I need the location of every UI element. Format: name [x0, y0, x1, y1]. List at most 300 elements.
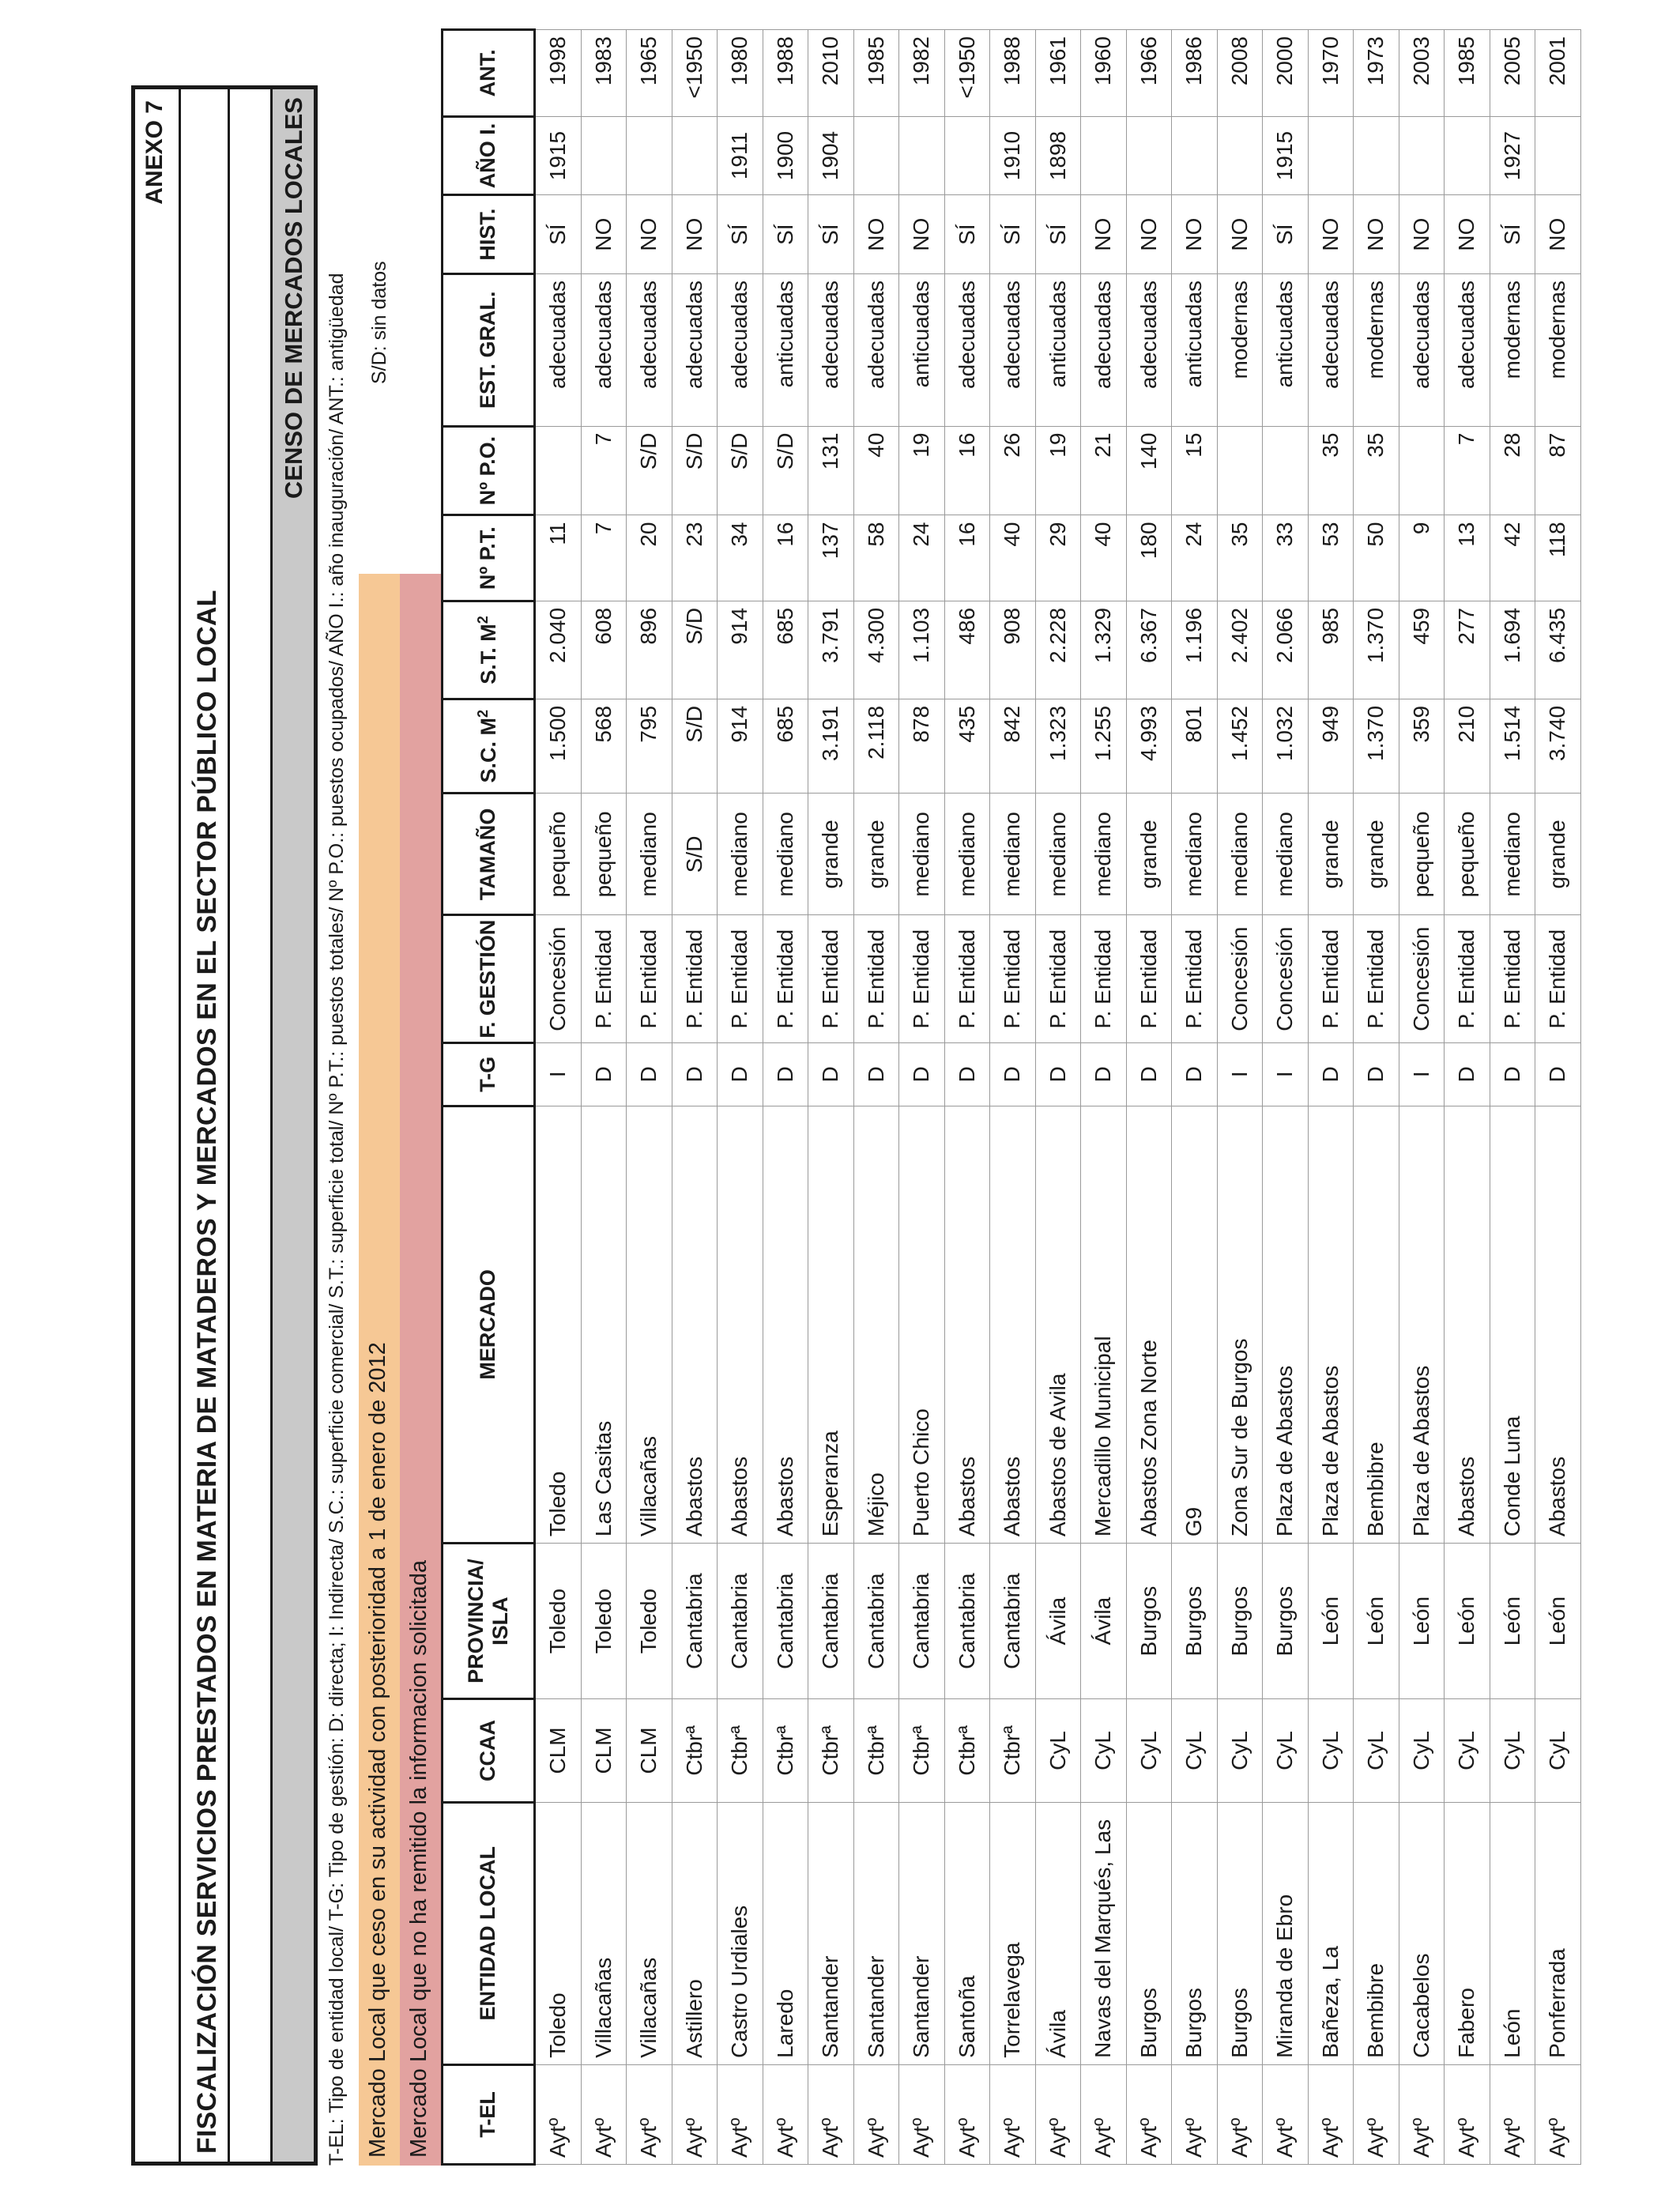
sd-note: S/D: sin datos: [368, 261, 390, 384]
cell-tg: D: [1126, 1042, 1172, 1106]
cell-sc: 1.452: [1217, 699, 1263, 794]
cell-sc: 2.118: [853, 699, 899, 794]
cell-entity: Navas del Marqués, Las: [1081, 1802, 1127, 2064]
cell-size: pequeño: [1399, 794, 1445, 915]
cell-age: 1980: [718, 30, 763, 117]
cell-age: 1966: [1126, 30, 1172, 117]
table-row: [1217, 30, 1263, 2165]
cell-tel: Aytº: [763, 2064, 808, 2164]
cell-hist: SÍ: [1263, 195, 1309, 274]
cell-entity: Bañeza, La: [1308, 1802, 1354, 2064]
cell-sc: 914: [718, 699, 763, 794]
cell-tel: Aytº: [944, 2064, 990, 2164]
col-header-age: ANT.: [443, 30, 535, 117]
cell-hist: SÍ: [990, 195, 1036, 274]
cell-pt: 23: [672, 515, 718, 601]
cell-province: León: [1354, 1544, 1399, 1699]
cell-age: 1985: [853, 30, 899, 117]
table-row: [581, 30, 627, 2165]
col-header-st: S.T. $M^2$: [443, 601, 535, 699]
abbreviation-legend: T-EL: Tipo de entidad local/ T-G: Tipo de gestión: D: directa; I: Indirecta/ S.C.: superficie comercial/ S.T.: superficie total/ Nº P.T.: puestos totales/ Nº P.O.: puestos ocupados/ AÑO I.: año inauguración/ ANT.: antigüedad: [326, 273, 348, 2166]
cell-pt: 9: [1399, 515, 1445, 601]
cell-ccaa: CLM: [581, 1699, 627, 1803]
blank-row: [230, 89, 273, 2162]
table-row: [1490, 30, 1535, 2165]
cell-year: [581, 116, 627, 195]
cell-st: 914: [718, 601, 763, 699]
cell-year: [853, 116, 899, 195]
cell-management: P. Entidad: [1535, 915, 1581, 1043]
cell-sc: 949: [1308, 699, 1354, 794]
cell-hist: NO: [1445, 195, 1490, 274]
no-info-market-legend: Mercado Local que no ha remitido la informacion solicitada: [400, 574, 441, 2166]
cell-entity: Villacañas: [581, 1802, 627, 2064]
cell-entity: Bembibre: [1354, 1802, 1399, 2064]
cell-ccaa: CyL: [1535, 1699, 1581, 1803]
cell-year: 1904: [808, 116, 854, 195]
col-header-size: TAMAÑO: [443, 794, 535, 915]
cell-sc: 3.191: [808, 699, 854, 794]
cell-entity: Castro Urdiales: [718, 1802, 763, 2064]
cell-ccaa: CyL: [1308, 1699, 1354, 1803]
cell-ccaa: CyL: [1354, 1699, 1399, 1803]
ceased-market-legend: Mercado Local que ceso en su actividad con posterioridad a 1 de enero de 2012: [359, 574, 400, 2166]
cell-st: 6.435: [1535, 601, 1581, 699]
cell-tg: D: [1308, 1042, 1354, 1106]
cell-sc: 4.993: [1126, 699, 1172, 794]
cell-tel: Aytº: [853, 2064, 899, 2164]
cell-age: 1973: [1354, 30, 1399, 117]
table-body: [535, 30, 1581, 2165]
cell-ccaa: Ctbrª: [944, 1699, 990, 1803]
cell-age: 1961: [1035, 30, 1081, 117]
cell-po: 21: [1081, 426, 1127, 515]
cell-hist: NO: [853, 195, 899, 274]
cell-st: 896: [627, 601, 672, 699]
cell-age: 1988: [990, 30, 1036, 117]
cell-entity: Laredo: [763, 1802, 808, 2064]
cell-market: Plaza de Abastos: [1308, 1106, 1354, 1543]
cell-hist: NO: [627, 195, 672, 274]
cell-tg: D: [1445, 1042, 1490, 1106]
cell-po: 7: [1445, 426, 1490, 515]
cell-age: 2010: [808, 30, 854, 117]
table-row: [763, 30, 808, 2165]
cell-tg: D: [1172, 1042, 1218, 1106]
table-row: [808, 30, 854, 2165]
cell-market: Las Casitas: [581, 1106, 627, 1543]
cell-st: 608: [581, 601, 627, 699]
cell-po: 28: [1490, 426, 1535, 515]
cell-size: grande: [808, 794, 854, 915]
cell-size: pequeño: [581, 794, 627, 915]
cell-ccaa: Ctbrª: [763, 1699, 808, 1803]
table-row: [1035, 30, 1081, 2165]
cell-age: 2005: [1490, 30, 1535, 117]
cell-po: [1263, 426, 1309, 515]
cell-province: León: [1535, 1544, 1581, 1699]
cell-province: Ávila: [1081, 1544, 1127, 1699]
cell-hist: SÍ: [1490, 195, 1535, 274]
cell-hist: NO: [1217, 195, 1263, 274]
cell-management: P. Entidad: [1445, 915, 1490, 1043]
cell-market: Puerto Chico: [899, 1106, 945, 1543]
cell-entity: Burgos: [1126, 1802, 1172, 2064]
cell-hist: NO: [1172, 195, 1218, 274]
cell-year: [1081, 116, 1127, 195]
cell-ccaa: CyL: [1081, 1699, 1127, 1803]
cell-po: 26: [990, 426, 1036, 515]
cell-entity: Astillero: [672, 1802, 718, 2064]
cell-ccaa: CLM: [535, 1699, 582, 1803]
cell-sc: 1.370: [1354, 699, 1399, 794]
cell-province: León: [1445, 1544, 1490, 1699]
cell-sc: 1.514: [1490, 699, 1535, 794]
table-row: [1263, 30, 1309, 2165]
cell-year: 1911: [718, 116, 763, 195]
cell-sc: S/D: [672, 699, 718, 794]
cell-sc: 795: [627, 699, 672, 794]
cell-ccaa: Ctbrª: [672, 1699, 718, 1803]
cell-tg: D: [1490, 1042, 1535, 1106]
cell-management: P. Entidad: [718, 915, 763, 1043]
cell-st: 459: [1399, 601, 1445, 699]
cell-province: Burgos: [1172, 1544, 1218, 1699]
cell-st: 277: [1445, 601, 1490, 699]
cell-tel: Aytº: [1535, 2064, 1581, 2164]
cell-pt: 40: [1081, 515, 1127, 601]
cell-tel: Aytº: [627, 2064, 672, 2164]
cell-ccaa: CLM: [627, 1699, 672, 1803]
cell-province: Ávila: [1035, 1544, 1081, 1699]
cell-po: 131: [808, 426, 854, 515]
cell-sc: 1.323: [1035, 699, 1081, 794]
cell-year: [1399, 116, 1445, 195]
cell-state: modernas: [1354, 273, 1399, 426]
cell-province: León: [1490, 1544, 1535, 1699]
cell-tel: Aytº: [535, 2064, 582, 2164]
cell-tg: D: [1535, 1042, 1581, 1106]
cell-st: 1.329: [1081, 601, 1127, 699]
cell-age: 1982: [899, 30, 945, 117]
cell-st: 1.103: [899, 601, 945, 699]
cell-management: P. Entidad: [581, 915, 627, 1043]
cell-province: León: [1399, 1544, 1445, 1699]
cell-state: anticuadas: [1263, 273, 1309, 426]
cell-year: 1915: [1263, 116, 1309, 195]
cell-hist: SÍ: [808, 195, 854, 274]
cell-tel: Aytº: [1263, 2064, 1309, 2164]
cell-sc: 435: [944, 699, 990, 794]
cell-po: 40: [853, 426, 899, 515]
cell-sc: 801: [1172, 699, 1218, 794]
cell-pt: 16: [763, 515, 808, 601]
cell-pt: 58: [853, 515, 899, 601]
cell-province: Burgos: [1217, 1544, 1263, 1699]
cell-hist: SÍ: [763, 195, 808, 274]
cell-province: Cantabria: [899, 1544, 945, 1699]
cell-ccaa: CyL: [1217, 1699, 1263, 1803]
cell-po: 16: [944, 426, 990, 515]
cell-size: mediano: [990, 794, 1036, 915]
cell-age: 1985: [1445, 30, 1490, 117]
cell-province: Burgos: [1263, 1544, 1309, 1699]
cell-tg: D: [763, 1042, 808, 1106]
table-row: [1354, 30, 1399, 2165]
cell-size: mediano: [944, 794, 990, 915]
cell-ccaa: Ctbrª: [808, 1699, 854, 1803]
cell-market: Méjico: [853, 1106, 899, 1543]
cell-management: P. Entidad: [627, 915, 672, 1043]
cell-age: 1983: [581, 30, 627, 117]
cell-tg: D: [581, 1042, 627, 1106]
cell-entity: Villacañas: [627, 1802, 672, 2064]
cell-st: 985: [1308, 601, 1354, 699]
cell-ccaa: Ctbrª: [899, 1699, 945, 1803]
cell-state: anticuadas: [1172, 273, 1218, 426]
cell-tg: D: [990, 1042, 1036, 1106]
cell-tel: Aytº: [1081, 2064, 1127, 2164]
cell-entity: Santander: [853, 1802, 899, 2064]
cell-sc: 359: [1399, 699, 1445, 794]
cell-hist: SÍ: [535, 195, 582, 274]
cell-pt: 180: [1126, 515, 1172, 601]
col-header-province: PROVINCIA/ ISLA: [443, 1544, 535, 1699]
cell-age: 1965: [627, 30, 672, 117]
cell-province: Toledo: [581, 1544, 627, 1699]
cell-year: [1217, 116, 1263, 195]
cell-tel: Aytº: [1035, 2064, 1081, 2164]
cell-market: Abastos: [672, 1106, 718, 1543]
report-title: FISCALIZACIÓN SERVICIOS PRESTADOS EN MATERIA DE MATADEROS Y MERCADOS EN EL SECTOR PÚBLICO LOCAL: [192, 590, 222, 2154]
cell-hist: NO: [672, 195, 718, 274]
col-header-sc: S.C. $M^2$: [443, 699, 535, 794]
cell-market: Abastos: [718, 1106, 763, 1543]
cell-tel: Aytº: [990, 2064, 1036, 2164]
cell-year: 1900: [763, 116, 808, 195]
cell-province: Cantabria: [718, 1544, 763, 1699]
col-header-state: EST. GRAL.: [443, 273, 535, 426]
cell-size: grande: [1308, 794, 1354, 915]
cell-pt: 16: [944, 515, 990, 601]
cell-size: pequeño: [1445, 794, 1490, 915]
cell-state: anticuadas: [763, 273, 808, 426]
cell-po: 19: [899, 426, 945, 515]
cell-year: [944, 116, 990, 195]
cell-sc: 210: [1445, 699, 1490, 794]
cell-ccaa: Ctbrª: [718, 1699, 763, 1803]
col-header-tg: T-G: [443, 1042, 535, 1106]
cell-tg: D: [718, 1042, 763, 1106]
cell-province: Cantabria: [763, 1544, 808, 1699]
cell-management: Concesión: [1263, 915, 1309, 1043]
cell-age: 2003: [1399, 30, 1445, 117]
cell-entity: Torrelavega: [990, 1802, 1036, 2064]
cell-management: P. Entidad: [1490, 915, 1535, 1043]
cell-size: pequeño: [535, 794, 582, 915]
cell-tg: D: [808, 1042, 854, 1106]
cell-province: Toledo: [627, 1544, 672, 1699]
cell-tg: D: [1354, 1042, 1399, 1106]
cell-tel: Aytº: [1308, 2064, 1354, 2164]
cell-pt: 118: [1535, 515, 1581, 601]
cell-province: Cantabria: [672, 1544, 718, 1699]
cell-age: 2008: [1217, 30, 1263, 117]
col-header-po: Nº P.O.: [443, 426, 535, 515]
cell-market: Mercadillo Municipal: [1081, 1106, 1127, 1543]
cell-tg: D: [853, 1042, 899, 1106]
cell-management: Concesión: [1399, 915, 1445, 1043]
cell-state: adecuadas: [990, 273, 1036, 426]
cell-state: adecuadas: [581, 273, 627, 426]
cell-entity: Santander: [808, 1802, 854, 2064]
cell-pt: 20: [627, 515, 672, 601]
cell-pt: 50: [1354, 515, 1399, 601]
cell-tg: I: [1399, 1042, 1445, 1106]
cell-state: modernas: [1490, 273, 1535, 426]
table-row: [535, 30, 582, 2165]
cell-size: grande: [1126, 794, 1172, 915]
cell-tg: D: [672, 1042, 718, 1106]
cell-year: [1308, 116, 1354, 195]
cell-entity: Toledo: [535, 1802, 582, 2064]
cell-province: Cantabria: [808, 1544, 854, 1699]
cell-year: 1927: [1490, 116, 1535, 195]
cell-state: adecuadas: [853, 273, 899, 426]
cell-ccaa: CyL: [1035, 1699, 1081, 1803]
table-header-row: [443, 30, 535, 2165]
cell-age: 2001: [1535, 30, 1581, 117]
cell-state: adecuadas: [535, 273, 582, 426]
cell-tel: Aytº: [1217, 2064, 1263, 2164]
cell-state: adecuadas: [1445, 273, 1490, 426]
markets-table: [441, 28, 1581, 2166]
table-row: [1308, 30, 1354, 2165]
cell-market: Zona Sur de Burgos: [1217, 1106, 1263, 1543]
cell-management: P. Entidad: [853, 915, 899, 1043]
cell-tel: Aytº: [1445, 2064, 1490, 2164]
cell-state: adecuadas: [1399, 273, 1445, 426]
cell-size: mediano: [1081, 794, 1127, 915]
cell-market: Toledo: [535, 1106, 582, 1543]
cell-ccaa: CyL: [1445, 1699, 1490, 1803]
cell-tg: I: [1217, 1042, 1263, 1106]
cell-market: Abastos Zona Norte: [1126, 1106, 1172, 1543]
cell-hist: NO: [581, 195, 627, 274]
cell-market: Abastos: [944, 1106, 990, 1543]
cell-sc: 842: [990, 699, 1036, 794]
cell-st: 3.791: [808, 601, 854, 699]
cell-st: 6.367: [1126, 601, 1172, 699]
annex-row: [135, 89, 181, 2162]
cell-hist: NO: [1126, 195, 1172, 274]
cell-year: 1898: [1035, 116, 1081, 195]
cell-pt: 42: [1490, 515, 1535, 601]
cell-sc: 878: [899, 699, 945, 794]
cell-size: grande: [1535, 794, 1581, 915]
cell-entity: Santander: [899, 1802, 945, 2064]
cell-tg: D: [944, 1042, 990, 1106]
cell-market: Abastos de Avila: [1035, 1106, 1081, 1543]
cell-ccaa: CyL: [1172, 1699, 1218, 1803]
cell-state: adecuadas: [1308, 273, 1354, 426]
cell-year: [1172, 116, 1218, 195]
table-row: [1081, 30, 1127, 2165]
cell-pt: 40: [990, 515, 1036, 601]
cell-entity: Miranda de Ebro: [1263, 1802, 1309, 2064]
cell-management: Concesión: [535, 915, 582, 1043]
cell-pt: 35: [1217, 515, 1263, 601]
cell-management: P. Entidad: [1081, 915, 1127, 1043]
cell-hist: NO: [899, 195, 945, 274]
cell-po: S/D: [672, 426, 718, 515]
col-header-hist: HIST.: [443, 195, 535, 274]
col-header-market: MERCADO: [443, 1106, 535, 1543]
cell-tel: Aytº: [1399, 2064, 1445, 2164]
table-row: [944, 30, 990, 2165]
col-header-entity: ENTIDAD LOCAL: [443, 1802, 535, 2064]
cell-pt: 7: [581, 515, 627, 601]
cell-province: Cantabria: [853, 1544, 899, 1699]
cell-year: [1126, 116, 1172, 195]
col-header-year: AÑO I.: [443, 116, 535, 195]
col-header-pt: Nº P.T.: [443, 515, 535, 601]
cell-po: S/D: [718, 426, 763, 515]
cell-year: [627, 116, 672, 195]
cell-st: 1.370: [1354, 601, 1399, 699]
cell-market: Esperanza: [808, 1106, 854, 1543]
cell-st: 4.300: [853, 601, 899, 699]
cell-st: 1.196: [1172, 601, 1218, 699]
cell-pt: 24: [1172, 515, 1218, 601]
cell-size: mediano: [627, 794, 672, 915]
cell-state: anticuadas: [1035, 273, 1081, 426]
cell-year: 1915: [535, 116, 582, 195]
cell-age: 1988: [763, 30, 808, 117]
cell-entity: Fabero: [1445, 1802, 1490, 2064]
cell-sc: 1.500: [535, 699, 582, 794]
cell-sc: 1.255: [1081, 699, 1127, 794]
cell-market: Conde Luna: [1490, 1106, 1535, 1543]
cell-entity: Cacabelos: [1399, 1802, 1445, 2064]
cell-age: 1970: [1308, 30, 1354, 117]
cell-management: P. Entidad: [1354, 915, 1399, 1043]
census-bar: [273, 89, 314, 2162]
table-row: [672, 30, 718, 2165]
cell-management: P. Entidad: [899, 915, 945, 1043]
cell-state: modernas: [1535, 273, 1581, 426]
cell-tel: Aytº: [899, 2064, 945, 2164]
cell-tg: D: [1035, 1042, 1081, 1106]
cell-tel: Aytº: [1490, 2064, 1535, 2164]
col-header-tel: T-EL: [443, 2064, 535, 2164]
cell-province: Toledo: [535, 1544, 582, 1699]
cell-hist: NO: [1354, 195, 1399, 274]
cell-tg: D: [1081, 1042, 1127, 1106]
cell-province: Cantabria: [944, 1544, 990, 1699]
table-row: [1172, 30, 1218, 2165]
census-title: CENSO DE MERCADOS LOCALES: [280, 97, 307, 499]
cell-management: P. Entidad: [1126, 915, 1172, 1043]
cell-tel: Aytº: [581, 2064, 627, 2164]
annex-label: ANEXO 7: [141, 100, 168, 205]
cell-age: 2000: [1263, 30, 1309, 117]
cell-ccaa: CyL: [1263, 1699, 1309, 1803]
cell-management: P. Entidad: [1172, 915, 1218, 1043]
cell-tel: Aytº: [1172, 2064, 1218, 2164]
cell-size: mediano: [1490, 794, 1535, 915]
cell-st: 2.040: [535, 601, 582, 699]
